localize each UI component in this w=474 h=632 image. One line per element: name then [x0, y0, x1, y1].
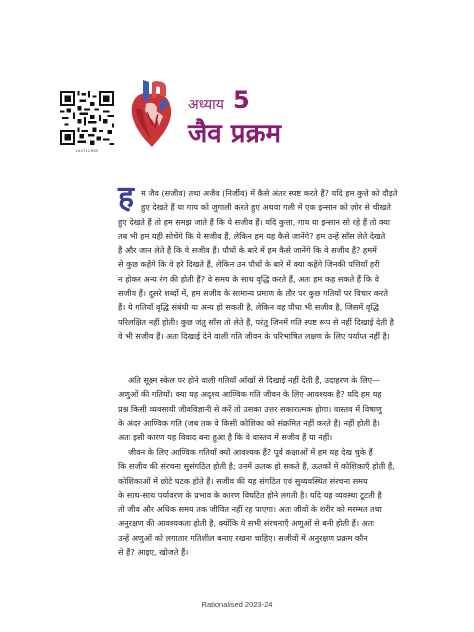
text-line: सजीव हैं। दूसरे शब्दों में, हम सजीव के सामान्य प्रमाण के तौर पर कुछ गतियों पर विचार करते [118, 288, 388, 299]
text-line: तो जीव और अधिक समय तक जीवित नहीं रह पाएगा। अतः जीवों के शरीर को मरम्मत तथा [118, 504, 382, 515]
text-line: से कुछ कहेंगे कि वे हरे दिखते हैं, लेकिन उन पौधों के बारे में क्या कहेंगे जिनकी पत्तियाँ हरी [118, 259, 380, 270]
text-line: उन्हें अणुओं को लगातार गतिशील बनाए रखना चाहिए। सजीवों में अनुरक्षण प्रक्रम कौन [118, 532, 368, 543]
text-line: हैं। ये गतियाँ वृद्धि संबंधी या अन्य हो सकती है, लेकिन वह पौधा भी सजीव है, जिसमें वृद्धि [118, 302, 379, 313]
text-line: प्रश्न किसी व्यवसायी जीवविज्ञानी से करें तो उसका उत्तर सकारात्मक होगा। वास्तव में विषाणु [118, 403, 382, 414]
heart-illustration [125, 80, 177, 150]
footer-note: Rationalised 2023-24 [201, 600, 273, 609]
text-line: अतः इसी कारण यह विवाद बना हुआ है कि वे वास्तव में सजीव हैं या नहीं। [118, 432, 333, 443]
qr-code [60, 91, 114, 145]
paragraph-2 [118, 373, 444, 444]
text-line: म जैव (सजीव) तथा अजैव (निर्जीव) में कैसे अंतर स्पष्ट करते हैं? यदि हम कुत्ते को दौड़ते [141, 188, 398, 198]
chapter-number: 5 [233, 86, 250, 114]
text-line: वे भी सजीव हैं। अतः दिखाई देने वाली गति जीवन के परिभाषित लक्षण के लिए पर्याप्त नहीं है। [118, 330, 390, 341]
text-line: हुए देखते हैं तो हम समझ जाते हैं कि ये सजीव हैं। यदि कुत्ता, गाय या इन्सान सो रहे हैं तो क्या [118, 216, 391, 227]
text-line: न होकर अन्य रंग की होती हैं? वे समय के साथ वृद्धि करते हैं, अतः हम कह सकते हैं कि वे [118, 273, 380, 284]
text-line: हैं और जान लेते हैं कि वे सजीव हैं। पौधों के बारे में हम कैसे जानेंगे कि वे सजीव हैं? हममें [118, 245, 377, 256]
chapter-label: अध्याय [188, 97, 224, 113]
text-line: अणुओं की गतियाँ। क्या यह अदृश्य आण्विक गति जीवन के लिए आवश्यक है? यदि हम यह [118, 389, 382, 400]
text-line: अति सूक्ष्म स्केल पर होने वाली गतियाँ आँखों से दिखाई नहीं देती हैं, उदाहरण के लिए— [128, 375, 381, 385]
text-line: तब भी हम यही सोचेंगे कि ये सजीव हैं, लेकिन हम यह कैसे जानेंगे? हम उन्हें साँस लेते देखते [118, 230, 386, 241]
text-line: जीवन के लिए आण्विक गतियाँ क्यों आवश्यक हैं? पूर्व कक्षाओं में हम यह देख चुके हैं [128, 447, 373, 457]
text-line: अनुरक्षण की आवश्यकता होती है, क्योंकि ये सभी संरचनाएँ अणुओं से बनी होती हैं। अतः [118, 518, 375, 529]
text-line: के साथ-साथ पर्यावरण के प्रभाव के कारण विघटित होने लगती है। यदि यह व्यवस्था टूटती है [118, 489, 382, 500]
text-line: के अंदर आण्विक गति (जब तक वे किसी कोशिका को संक्रमित नहीं करते हैं) नहीं होती है। [118, 417, 380, 428]
qr-code-label: 10571CH05 [75, 149, 99, 153]
paragraph-1 [118, 186, 444, 343]
text-line: कि सजीव की संरचना सुसंगठित होती है; उनमें ऊतक हो सकते हैं, ऊतकों में कोशिकाएँ होती हैं, [118, 461, 395, 472]
text-line: परिलक्षित नहीं होती। कुछ जंतु साँस तो लेते हैं, परंतु जिनमें गति स्पष्ट रूप से नहीं दिखाई देती है [118, 316, 394, 327]
text-line: कोशिकाओं में छोटे घटक होते हैं। सजीव की यह संगठित एवं सुव्यवस्थित संरचना समय [118, 475, 368, 486]
drop-cap: ह [118, 180, 134, 215]
chapter-title: जैव प्रक्रम [188, 119, 282, 149]
paragraph-3 [118, 445, 444, 559]
text-line: हुए देखते हैं या गाय को जुगाली करते हुए अथवा गली में एक इन्सान को ज़ोर से चीखते [141, 202, 391, 213]
text-line: से हैं? आइए, खोजते हैं। [118, 547, 189, 558]
